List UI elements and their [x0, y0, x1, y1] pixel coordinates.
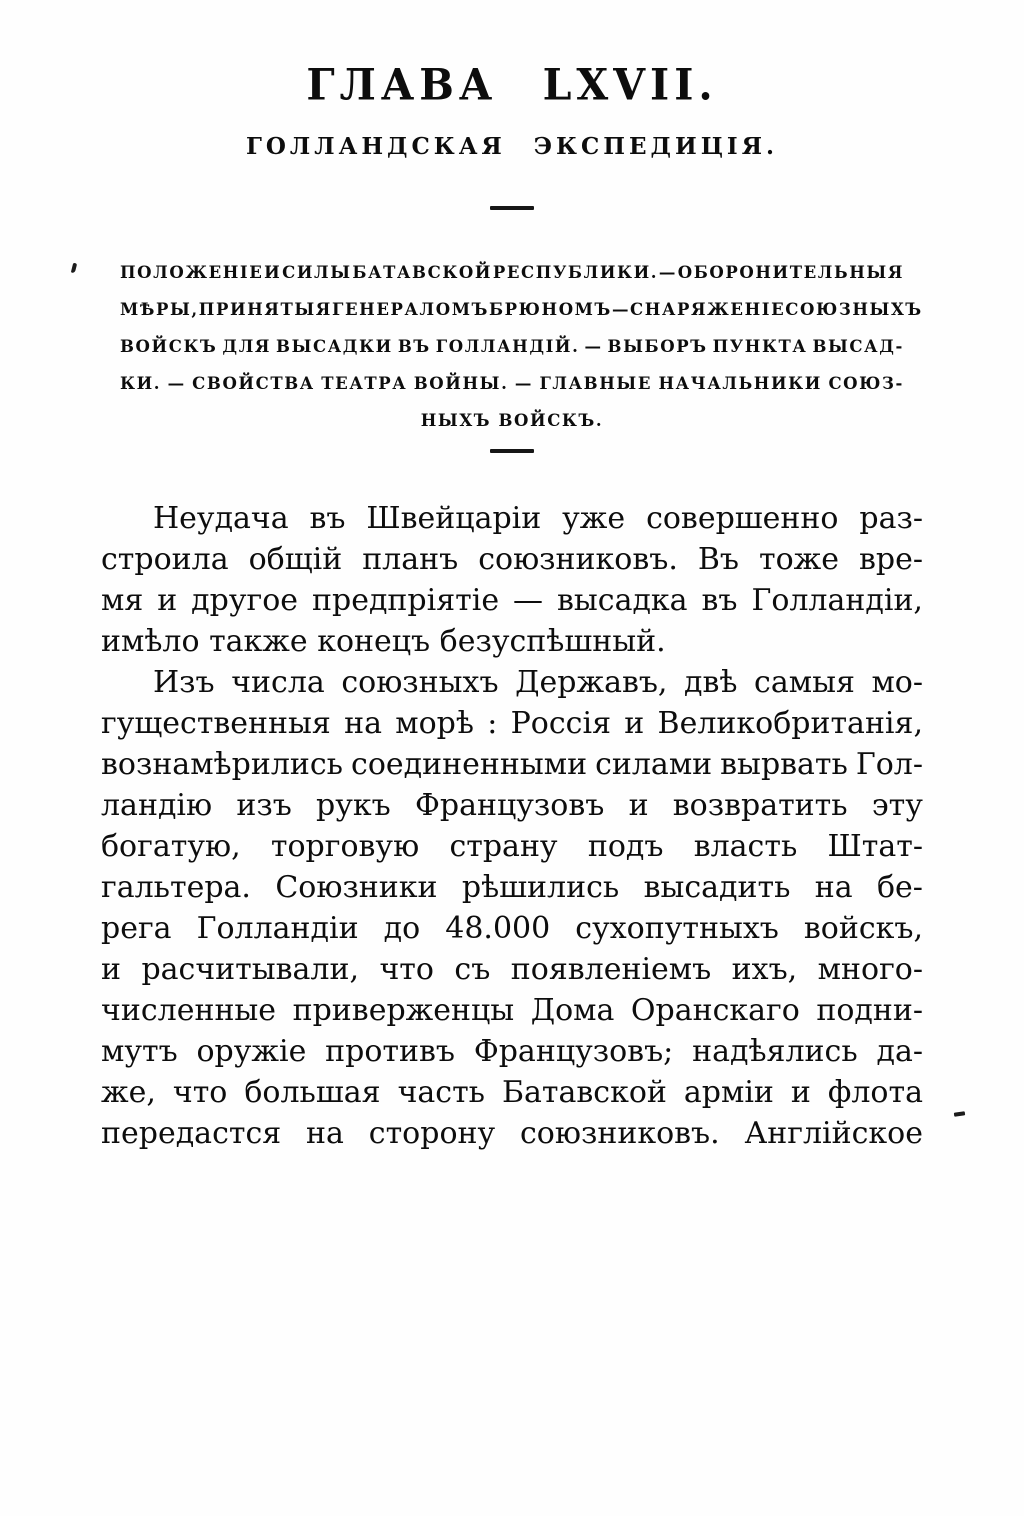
text-line: КИ. — СВОЙСТВА ТЕАТРА ВОЙНЫ. — ГЛАВНЫЕ НАЧАЛЬНИКИ СОЮЗ- [120, 374, 904, 393]
chapter-heading: ГЛАВА LXVII. [306, 59, 718, 111]
section-title: ГОЛЛАНДСКАЯ ЭКСПЕДИЦІЯ. [246, 133, 778, 160]
text-line: Неудача въ Швейцаріи уже совершенно раз- [153, 501, 923, 536]
section-divider [490, 206, 534, 210]
chapter-summary [120, 254, 923, 439]
text-line: численные приверженцы Дома Оранскаго подни- [101, 993, 923, 1028]
text-line: Изъ числа союзныхъ Державъ, двѣ самыя мо- [153, 665, 923, 700]
text-line: МѢРЫ, ПРИНЯТЫЯ ГЕНЕРАЛОМЪ БРЮНОМЪ — СНАРЯЖЕНІЕ СОЮЗНЫХЪ [120, 300, 923, 319]
paragraph [101, 662, 923, 1154]
ink-speck [954, 1111, 965, 1116]
text-line: ландію изъ рукъ Французовъ и возвратить эту [101, 788, 923, 823]
text-line: гальтера. Союзники рѣшились высадить на бе- [101, 870, 923, 905]
text-line: богатую, торговую страну подъ власть Штат- [101, 829, 923, 864]
body-text [101, 498, 923, 1154]
text-line: рега Голландіи до 48.000 сухопутныхъ войскъ, [101, 911, 923, 946]
text-line: мутъ оружіе противъ Французовъ; надѣялись да- [101, 1034, 923, 1069]
paragraph [101, 498, 923, 662]
text-line: строила общій планъ союзниковъ. Въ тоже вре- [101, 542, 923, 577]
text-line: ПОЛОЖЕНІЕ И СИЛЫ БАТАВСКОЙ РЕСПУБЛИКИ. — ОБОРОНИТЕЛЬНЫЯ [120, 263, 904, 282]
ink-speck [71, 263, 77, 274]
text-line: НЫХЪ ВОЙСКЪ. [420, 411, 604, 430]
section-divider [490, 449, 534, 453]
text-line: ВОЙСКЪ ДЛЯ ВЫСАДКИ ВЪ ГОЛЛАНДІЙ. — ВЫБОРЪ ПУНКТА ВЫСАД- [120, 337, 904, 356]
text-line: вознамѣрились соединенными силами вырвать Гол- [101, 747, 923, 782]
text-line: имѣло также конецъ безуспѣшный. [101, 624, 666, 659]
text-line: и расчитывали, что съ появленіемъ ихъ, много- [101, 952, 923, 987]
text-line: мя и другое предпріятіе — высадка въ Голландіи, [101, 583, 923, 618]
text-line: гущественныя на морѣ : Россія и Великобританія, [101, 706, 923, 741]
text-line: передастся на сторону союзниковъ. Англійское [101, 1116, 923, 1151]
text-line: же, что большая часть Батавской арміи и флота [101, 1075, 923, 1110]
